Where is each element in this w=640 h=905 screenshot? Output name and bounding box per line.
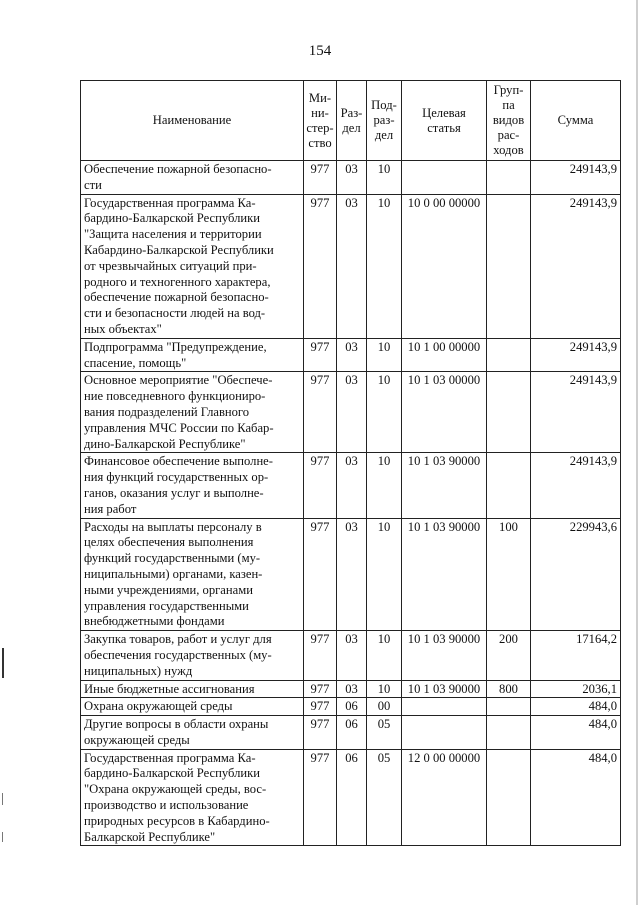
table-row [81, 161, 621, 195]
cell-sum: 249143,9 [531, 453, 621, 518]
header-ministry: Ми- ни- стер- ство [304, 81, 337, 161]
cell-target: 10 0 00 00000 [402, 194, 487, 338]
cell-expense-group [487, 161, 531, 195]
cell-section: 03 [337, 372, 367, 453]
cell-target [402, 698, 487, 716]
cell-name: Государственная программа Ка- бардино-Балкарской Республики "Охрана окружающей среды, вос- производство и использование природных ресурсов в Кабардино- Балкарской Республике" [81, 749, 304, 846]
cell-subsection: 10 [367, 161, 402, 195]
cell-name: Финансовое обеспечение выполне- ния функций государственных ор- ганов, оказания услуг и выполне- ния работ [81, 453, 304, 518]
scan-margin-mark [2, 793, 3, 805]
cell-name: Закупка товаров, работ и услуг для обеспечения государственных (му- ниципальных) нужд [81, 631, 304, 680]
cell-ministry: 977 [304, 698, 337, 716]
table-row [81, 372, 621, 453]
cell-subsection: 10 [367, 338, 402, 372]
table-row [81, 194, 621, 338]
cell-subsection: 10 [367, 453, 402, 518]
cell-name: Обеспечение пожарной безопасно- сти [81, 161, 304, 195]
cell-target: 10 1 00 00000 [402, 338, 487, 372]
page-number: 154 [308, 43, 332, 59]
table-row [81, 453, 621, 518]
cell-section: 03 [337, 338, 367, 372]
cell-ministry: 977 [304, 453, 337, 518]
cell-target: 10 1 03 00000 [402, 372, 487, 453]
cell-target: 10 1 03 90000 [402, 631, 487, 680]
cell-name: Иные бюджетные ассигнования [81, 680, 304, 698]
cell-expense-group: 800 [487, 680, 531, 698]
cell-target: 10 1 03 90000 [402, 518, 487, 631]
cell-sum: 2036,1 [531, 680, 621, 698]
table-row [81, 698, 621, 716]
table-row [81, 749, 621, 846]
scan-margin-mark [2, 832, 3, 842]
cell-target [402, 161, 487, 195]
cell-section: 03 [337, 518, 367, 631]
cell-expense-group: 200 [487, 631, 531, 680]
scan-margin-mark [2, 648, 4, 678]
cell-section: 03 [337, 194, 367, 338]
table-row [81, 631, 621, 680]
cell-target: 10 1 03 90000 [402, 680, 487, 698]
cell-expense-group: 100 [487, 518, 531, 631]
cell-expense-group [487, 453, 531, 518]
scan-right-edge [636, 0, 638, 905]
cell-expense-group [487, 716, 531, 750]
cell-ministry: 977 [304, 749, 337, 846]
cell-expense-group [487, 749, 531, 846]
cell-subsection: 00 [367, 698, 402, 716]
cell-ministry: 977 [304, 161, 337, 195]
cell-ministry: 977 [304, 338, 337, 372]
cell-ministry: 977 [304, 680, 337, 698]
cell-expense-group [487, 194, 531, 338]
cell-target [402, 716, 487, 750]
cell-name: Основное мероприятие "Обеспече- ние повседневного функциониро- вания подразделений Главного управления МЧС России по Кабар- дино-Балкарской Республике" [81, 372, 304, 453]
cell-sum: 249143,9 [531, 161, 621, 195]
table-row [81, 680, 621, 698]
cell-section: 06 [337, 698, 367, 716]
cell-section: 06 [337, 749, 367, 846]
cell-sum: 484,0 [531, 749, 621, 846]
cell-subsection: 10 [367, 518, 402, 631]
table-row [81, 716, 621, 750]
table-row [81, 518, 621, 631]
header-subsection: Под- раз- дел [367, 81, 402, 161]
cell-subsection: 10 [367, 680, 402, 698]
header-section: Раз- дел [337, 81, 367, 161]
cell-ministry: 977 [304, 716, 337, 750]
cell-target: 10 1 03 90000 [402, 453, 487, 518]
cell-name: Подпрограмма "Предупреждение, спасение, помощь" [81, 338, 304, 372]
cell-section: 03 [337, 161, 367, 195]
table-body [81, 161, 621, 846]
table-header-row [81, 81, 621, 161]
cell-sum: 249143,9 [531, 338, 621, 372]
cell-ministry: 977 [304, 518, 337, 631]
cell-subsection: 05 [367, 716, 402, 750]
cell-sum: 229943,6 [531, 518, 621, 631]
cell-name: Охрана окружающей среды [81, 698, 304, 716]
cell-name: Расходы на выплаты персоналу в целях обеспечения выполнения функций государственными (му- ниципальными) органами, казен- ными учреждениями, органами управления государственными внебюджетными фондами [81, 518, 304, 631]
cell-expense-group [487, 338, 531, 372]
cell-section: 03 [337, 680, 367, 698]
cell-expense-group [487, 372, 531, 453]
budget-table [80, 80, 621, 846]
cell-expense-group [487, 698, 531, 716]
cell-sum: 249143,9 [531, 194, 621, 338]
cell-section: 06 [337, 716, 367, 750]
cell-sum: 17164,2 [531, 631, 621, 680]
cell-ministry: 977 [304, 194, 337, 338]
cell-sum: 484,0 [531, 716, 621, 750]
cell-subsection: 05 [367, 749, 402, 846]
cell-subsection: 10 [367, 631, 402, 680]
cell-target: 12 0 00 00000 [402, 749, 487, 846]
cell-name: Государственная программа Ка- бардино-Балкарской Республики "Защита населения и территории Кабардино-Балкарской Республики от чрезвычайных ситуаций при- родного и техногенного характера, обеспечение пожарной безопасно- сти и безопасности людей на вод- ных объектах" [81, 194, 304, 338]
header-expense-group: Груп- па видов рас- ходов [487, 81, 531, 161]
cell-section: 03 [337, 631, 367, 680]
cell-subsection: 10 [367, 372, 402, 453]
table-row [81, 338, 621, 372]
cell-sum: 484,0 [531, 698, 621, 716]
cell-section: 03 [337, 453, 367, 518]
cell-ministry: 977 [304, 631, 337, 680]
header-sum: Сумма [531, 81, 621, 161]
cell-ministry: 977 [304, 372, 337, 453]
header-name: Наименование [81, 81, 304, 161]
cell-subsection: 10 [367, 194, 402, 338]
cell-sum: 249143,9 [531, 372, 621, 453]
cell-name: Другие вопросы в области охраны окружающей среды [81, 716, 304, 750]
header-target: Целевая статья [402, 81, 487, 161]
